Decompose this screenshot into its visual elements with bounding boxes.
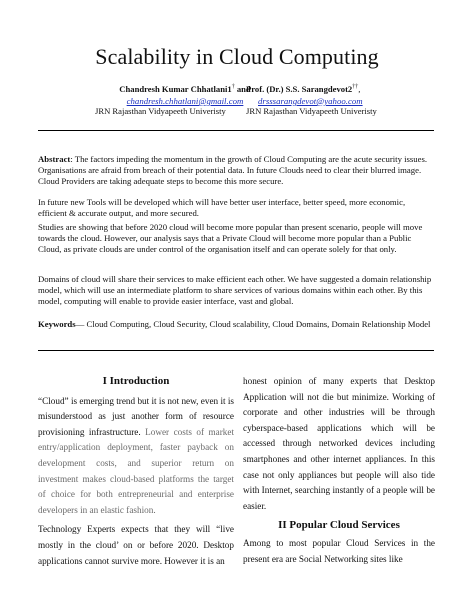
author-1-email[interactable]: chandresh.chhatlani@gmail.com [126,95,244,106]
intro-text-black: “Cloud” is emerging trend but it is not new, even it is misunderstood as just another form of resource provisioning infrastructure. [38,395,234,437]
author-2-connector: , [358,83,361,94]
abstract-label: Abstract [38,154,71,164]
right-column [243,374,435,567]
author-1-name: Chandresh Kumar Chhatlani1 [119,83,232,94]
author-2-email[interactable]: drsssarangdevot@yahoo.com [258,95,363,106]
abstract-paragraph-3: Studies are showing that before 2020 cloud will become more popular than present scenario, people will move towards the cloud. However, our analysis says that a Private Cloud will become more popular than a Public Cloud, as private clouds are under control of the organisation itself and can operate solely for that only. [38,222,423,254]
left-column [38,374,234,569]
intro-paragraph-2: Technology Experts expects that they will “live mostly in the cloud’ on or before 2020. Desktop applications cannot survive more. However it is an [38,524,234,566]
section-2-paragraph: Among to most popular Cloud Services in the present era are Social Networking sites like [243,537,435,564]
intro-paragraph-1 [38,394,234,519]
abstract-paragraph-2: In future new Tools will be developed which will have better user interface, better speed, more economic, efficient & accurate output, and more secured. [38,197,406,218]
section-1-heading: I Introduction [102,375,170,387]
author-1 [115,81,255,107]
author-2-sup: †† [352,84,359,90]
paper-title: Scalability in Cloud Computing [95,44,379,69]
keywords-label: Keywords [38,319,76,329]
keywords-line [38,319,435,330]
author-1-affiliation: JRN Rajasthan Vidyapeeth Univeristy [95,106,226,116]
author-2-affiliation: JRN Rajasthan Vidyapeeth Univeristy [246,106,377,116]
author-connector: and [234,83,251,94]
abstract-text-1: : The factors impeding the momentum in the growth of Cloud Computing are the acute security issues. Organisations are afraid from breach of their potential data. In future Clouds need to clear their blurred image. Cloud Providers are taking adequate steps to become this more secure. [38,154,428,186]
right-column-paragraph: honest opinion of many experts that Desktop Application will not die but minimize. Working of corporate and other industries will be through cyberspace-based applications which will be accessed through networked devices including smartphones and other internet appliances. In this case not only appliances but people will also tide with Internet, searching instantly of a people will be easier. [243,376,435,511]
intro-text-gray: Lower costs of market entry/application deployment, faster payback on development costs, and superior return on investment makes cloud-based platforms the target of choice for both entrepreneurial and enterprise developers in an elastic fashion. [38,426,235,515]
abstract-paragraph-1 [38,154,435,187]
keywords-text: — Cloud Computing, Cloud Security, Cloud scalability, Cloud Domains, Domain Relationship Model [75,319,431,329]
top-divider [38,130,434,131]
author-2 [246,81,386,107]
abstract-paragraph-4: Domains of cloud will share their services to make efficient each other. We have suggested a domain relationship model, which will use an intermediate platform to share services of various domains within each other. By this model, computing will enable to provide easier interface, vast and global. [38,274,432,306]
bottom-divider [38,350,434,351]
author-2-name: Prof. (Dr.) S.S. Sarangdevot2 [246,83,353,94]
section-2-heading: II Popular Cloud Services [278,519,400,532]
author-1-sup: † [231,84,235,90]
